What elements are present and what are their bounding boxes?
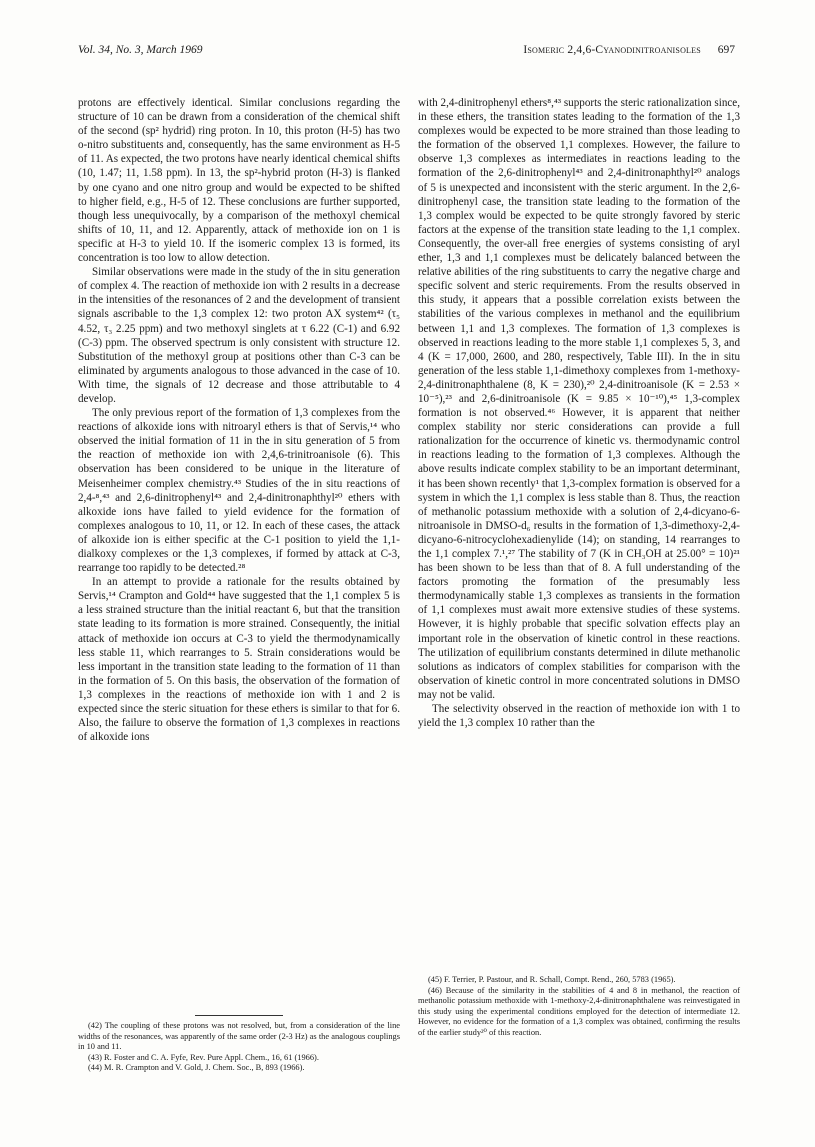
right-paragraph-1: with 2,4-dinitrophenyl ethers⁸,⁴³ supports the steric rationalization since, in these ethers, the transition states leading to the formation of the 1,3 complexes would be expected to be more strained than those leading to the formation of the observed 1,1 complexes. However, the failure to observe 1,3 complexes as intermediates in reactions leading to the formation of the 2,6-dinitrophenyl⁴³ and 2,4-dinitronaphthyl²⁰ analogs of 5 is unexpected and inconsistent with the steric argument. In the 2,6-dinitrophenyl case, the transition state leading to the formation of the 1,3 complex would be expected to be quite strongly favored by steric factors at the expense of the transition state leading to the 1,1 complex. Consequently, the over-all free energies of systems consisting of aryl ether, 1,3 and 1,1 complexes must be delicately balanced between the relative abilities of the ring substituents to carry the negative charge and specific solvent and steric requirements. From the results observed in this study, it appears that a possible correlation exists between the stabilities of the various complexes in methanol and the equilibrium between 1,1 and 1,3 complexes. The formation of 1,3 complexes is observed in reactions leading to the more stable 1,1 complexes 5, 3, and 4 (K = 17,000, 2600, and 280, respectively, Table III). In the in situ generation of the less stable 1,1-dimethoxy complexes from 1-methoxy-2,4-dinitronaphthalene (8, K = 230),²⁰ 2,4-dinitroanisole (K = 2.53 × 10⁻⁵),²³ and 2,6-dinitroanisole (K = 9.85 × 10⁻¹⁰),⁴⁵ 1,3-complex formation is not observed.⁴⁶ However, it is apparent that neither complex stability nor steric considerations can provide a full rationalization for the occurrence of kinetic vs. thermodynamic control in reactions leading to the formation of 1,3 complexes. Although the above results indicate complex stability to be an important determinant, it has been shown recently¹ that 1,3-complex formation is observed for a system in which the 1,1 complex is less stable than 8. Thus, the reaction of methanolic potassium methoxide with a solution of 2,4-dicyano-6-nitroanisole in DMSO-d₆ results in the formation of 1,3-dimethoxy-2,4-dicyano-6-nitrocyclohexadienylide (14); on standing, 14 rearranges to the 1,1 complex 7.¹,²⁷ The stability of 7 (K in CH₃OH at 25.00° = 10)²¹ has been shown to be less than that of 8. A full understanding of the factors promoting the formation of the presumably less thermodynamically stable 1,3 complexes as transients in the formation of 1,1 complexes must await more extensive studies of these systems. However, it is highly probable that specific solvation effects play an important role in the observation of kinetic control in these reactions. The utilization of equilibrium constants determined in dilute methanolic solutions as indicators of complex stabilities for comparison with the observation of kinetic control in more concentrated solutions in DMSO may not be valid. bbox=[418, 97, 740, 701]
left-paragraph-4: In an attempt to provide a rationale for the results obtained by Servis,¹⁴ Crampton and Gold⁴⁴ have suggested that the 1,1 complex 5 is a less strained structure than the initial reactant 6, but that the transition state leading to its formation is more strained. Consequently, the initial attack of methoxide ion occurs at C-3 to yield the thermodynamically less stable 11, which rearranges to 5. Strain considerations would be less important in the transition state leading to the formation of 11 than in the formation of 5. On this basis, the observation of the formation of 1,3 complexes in the reactions of methoxide ion with 1 and 2 is expected since the steric situation for these ethers is similar to that for 6. Also, the failure to observe the formation of 1,3 complexes in reactions of alkoxide ions bbox=[78, 576, 400, 744]
left-column bbox=[78, 96, 400, 744]
footnote-43: (43) R. Foster and C. A. Fyfe, Rev. Pure Appl. Chem., 16, 61 (1966). bbox=[88, 1052, 319, 1062]
running-title-block bbox=[523, 40, 735, 60]
right-column bbox=[418, 96, 740, 730]
footnotes-left bbox=[78, 1015, 400, 1074]
left-paragraph-3: The only previous report of the formation of 1,3 complexes from the reactions of alkoxide ions with nitroaryl ethers is that of Servis,¹⁴ who observed the initial formation of 11 in the in situ generation of 5 from the reaction of methoxide ion with 2,4,6-trinitroanisole (6). This observation has been considered to be unique in the literature of Meisenheimer complex chemistry.⁴³ Studies of the in situ reactions of 2,4-⁸,⁴³ and 2,6-dinitrophenyl⁴³ and 2,4-dinitronaphthyl²⁰ ethers with alkoxide ions have failed to yield evidence for the formation of complexes analogous to 10, 11, or 12. In each of these cases, the attack of alkoxide ion is either specific at the C-1 position to yield the 1,1-dialkoxy complexes or the 1,3 complexes, if formed by attack at C-3, rearrange too rapidly to be detected.²⁸ bbox=[78, 407, 400, 575]
footnote-44: (44) M. R. Crampton and V. Gold, J. Chem. Soc., B, 893 (1966). bbox=[88, 1063, 305, 1073]
footnotes-right bbox=[418, 975, 740, 1039]
footnote-42: (42) The coupling of these protons was not resolved, but, from a consideration of the line widths of the resonances, was apparently of the same order (2-3 Hz) as the analogous couplings in 10 and 11. bbox=[78, 1021, 400, 1052]
page-number: 697 bbox=[717, 44, 735, 56]
left-paragraph-1: protons are effectively identical. Similar conclusions regarding the structure of 10 can be drawn from a consideration of the chemical shift of the second (sp² hydrid) ring proton. In 10, this proton (H-5) has two o-nitro substituents and, consequently, has the same environment as H-5 of 11. As expected, the two protons have nearly identical chemical shifts (10, 1.47; 11, 1.58 ppm). In 13, the sp²-hybrid proton (H-3) is flanked by one cyano and one nitro group and would be expected to be shifted to higher field, e.g., H-5 of 12. These conclusions are further supported, though less unequivocally, by a comparison of the methoxyl chemical shifts of 10, 11, and 12. Apparently, attack of methoxide ion on 1 is specific at H-3 to yield 10. If the isomeric complex 13 is formed, its concentration is too low to allow detection. bbox=[78, 97, 400, 265]
running-head bbox=[78, 40, 735, 60]
journal-volume-line: Vol. 34, No. 3, March 1969 bbox=[78, 44, 203, 56]
footnote-rule bbox=[195, 1015, 283, 1016]
right-paragraph-2: The selectivity observed in the reaction of methoxide ion with 1 to yield the 1,3 complex 10 rather than the bbox=[418, 703, 740, 730]
left-paragraph-2: Similar observations were made in the study of the in situ generation of complex 4. The reaction of methoxide ion with 2 results in a decrease in the intensities of the resonances of 2 and the development of transient signals ascribable to the 1,3 complex 12: two proton AX system⁴² (τ₅ 4.52, τ₃ 2.25 ppm) and two methoxyl singlets at τ 6.22 (C-1) and 6.92 (C-3) ppm. The observed spectrum is only consistent with structure 12. Substitution of the methoxyl group at positions other than C-3 can be eliminated by arguments analogous to those advanced in the case of 10. With time, the signals of 12 decrease and those attributable to 4 develop. bbox=[78, 266, 400, 405]
footnote-45: (45) F. Terrier, P. Pastour, and R. Schall, Compt. Rend., 260, 5783 (1965). bbox=[428, 975, 676, 984]
running-title: Isomeric 2,4,6-Cyanodinitroanisoles bbox=[523, 44, 701, 56]
footnote-46: (46) Because of the similarity in the stabilities of 4 and 8 in methanol, the reaction of methanolic potassium methoxide with 1-methoxy-2,4-dinitronaphthalene was reinvestigated in this study using the experimental conditions employed for the detection of intermediate 12. However, no evidence for the formation of a 1,3 complex was obtained, confirming the results of the earlier study²⁰ of this reaction. bbox=[418, 985, 740, 1037]
